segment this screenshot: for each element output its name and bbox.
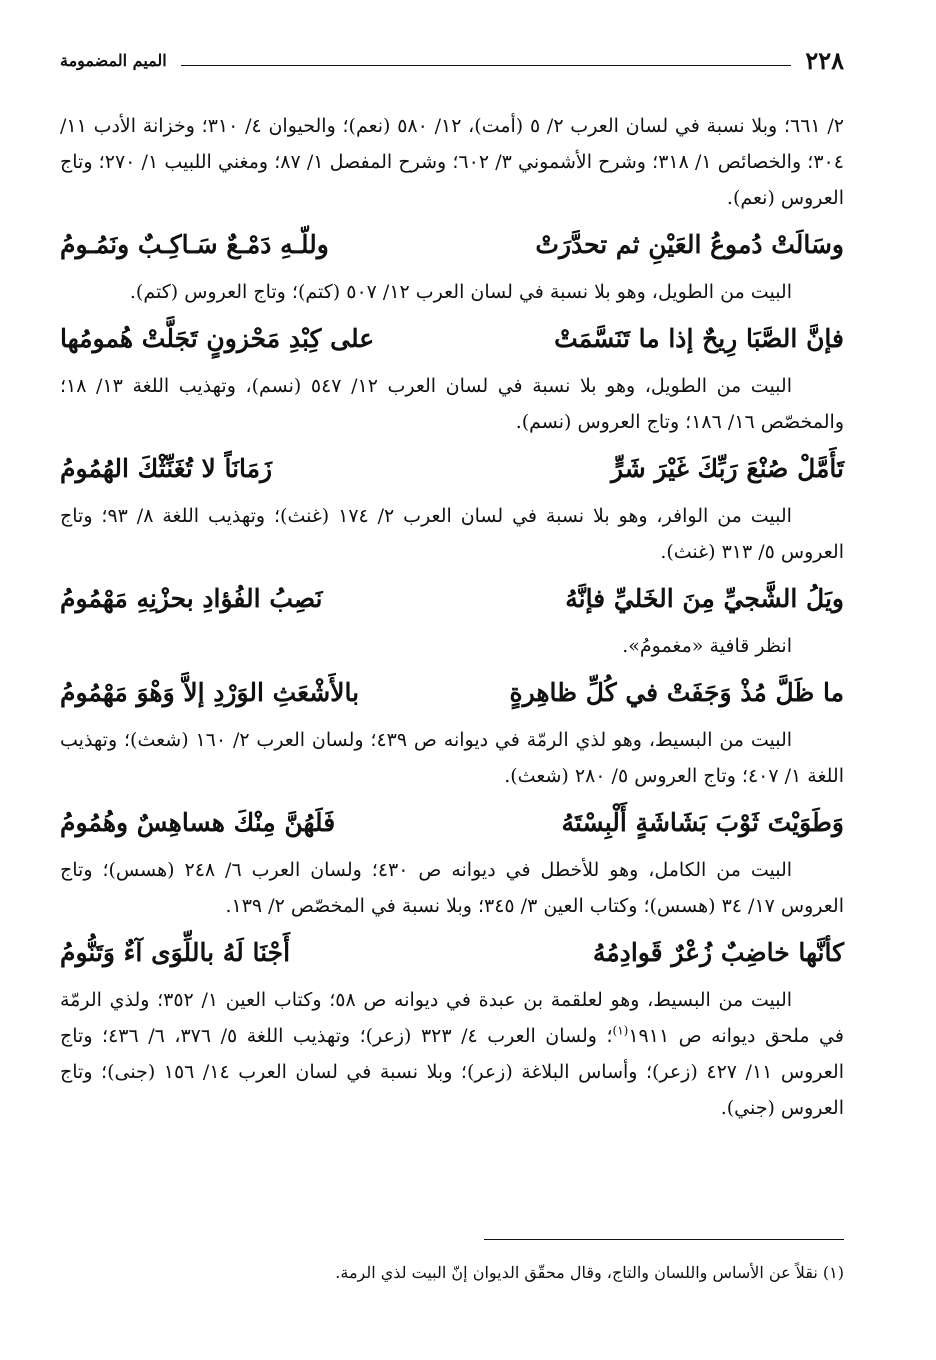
verse-commentary: البيت من الكامل، وهو للأخطل في ديوانه ص ٤٣٠؛ ولسان العرب ٦/ ٢٤٨ (هسس)؛ وتاج العروس ١٧/ ٣٤ (هسس)؛ وكتاب العين ٣/ ٣٤٥؛ وبلا نسبة في المخصّص ٢/ ١٣٩. [60, 859, 844, 917]
footnote-rule [484, 1239, 844, 1240]
second-hemistich: بالأَشْعَثِ الوَرْدِ إلاَّ وَهْوَ مَهْمُومُ [60, 678, 360, 707]
verse-line [60, 310, 844, 368]
verse-entry [60, 794, 844, 924]
page-number: ٢٢٨ [805, 45, 844, 75]
verse-commentary [60, 982, 844, 1126]
verse-entry [60, 216, 844, 310]
first-hemistich: وسَالَتْ دُموعُ العَيْنِ ثم تحدَّرَتْ [535, 230, 844, 259]
verse-commentary: انظر قافية «مغمومُ». [622, 635, 792, 657]
verse-entry [60, 664, 844, 794]
verse-commentary: البيت من البسيط، وهو لذي الرمّة في ديوانه ص ٤٣٩؛ ولسان العرب ٢/ ١٦٠ (شعث)؛ وتهذيب اللغة ١/ ٤٠٧؛ وتاج العروس ٥/ ٢٨٠ (شعث). [60, 729, 844, 787]
verse-entry [60, 924, 844, 1126]
first-hemistich: كأنَّها خاضِبٌ زُعْرٌ قَوادِمُهُ [592, 938, 844, 967]
verse-line [60, 664, 844, 722]
second-hemistich: فَلَهُنَّ مِنْكَ هساهِسٌ وهُمُومُ [60, 808, 336, 837]
commentary-text: البيت من البسيط، وهو لعلقمة بن عبدة في ديوانه ص ٥٨؛ وكتاب العين ١/ ٣٥٢؛ ولذي الرمّة في ملحق ديوانه ص ١٩١١ [60, 989, 844, 1047]
verse-entry [60, 570, 844, 664]
opening-commentary: ٢/ ٦٦١؛ وبلا نسبة في لسان العرب ٢/ ٥ (أمت)، ١٢/ ٥٨٠ (نعم)؛ والحيوان ٤/ ٣١٠؛ وخزانة الأدب ١١/ ٣٠٤؛ والخصائص ١/ ٣١٨؛ وشرح الأشموني ٣/ ٦٠٢؛ وشرح المفصل ١/ ٨٧؛ ومغني اللبيب ١/ ٢٧٠؛ وتاج العروس (نعم). [60, 115, 845, 209]
second-hemistich: وللّـهِ دَمْـعٌ سَـاكِـبٌ ونَمُـومُ [60, 230, 329, 259]
first-hemistich: تَأَمَّلْ صُنْعَ رَبِّكَ غَيْرَ شَرٍّ [610, 454, 844, 483]
first-hemistich: ما ظَلَّ مُذْ وَجَفَتْ في كُلِّ ظاهِرةٍ [509, 678, 844, 707]
page-body [60, 108, 844, 1126]
book-page [60, 0, 844, 1360]
second-hemistich: نَصِبُ الفُؤادِ بحزْنِهِ مَهْمُومُ [60, 584, 323, 613]
verse-entry [60, 440, 844, 570]
verse-line [60, 440, 844, 498]
verse-line [60, 924, 844, 982]
verse-line [60, 570, 844, 628]
verse-line [60, 216, 844, 274]
footnote-reference[interactable]: (١) [612, 1023, 629, 1038]
footnote: (١) نقلاً عن الأساس واللسان والتاج، وقال محقّق الديوان إنّ البيت لذي الرمة. [335, 1263, 844, 1282]
section-title: الميم المضمومة [60, 50, 167, 70]
first-hemistich: ويَلُ الشَّجيِّ مِنَ الخَليِّ فإنَّهُ [565, 584, 844, 613]
second-hemistich: على كِبْدِ مَحْزونٍ تَجَلَّتْ هُمومُها [60, 324, 375, 353]
second-hemistich: أَجْنَا لَهُ باللِّوَى آءٌ وَتَنُّومُ [60, 938, 291, 967]
running-head [60, 44, 844, 76]
first-hemistich: وَطَوَيْتَ ثَوْبَ بَشَاشَةٍ أَلْبِسْتَهُ [561, 808, 844, 837]
header-rule [181, 65, 792, 66]
commentary-text: ؛ ولسان العرب ٤/ ٣٢٣ (زعر)؛ وتهذيب اللغة ٥/ ٣٧٦، ٦/ ٤٣٦؛ وتاج العروس ١١/ ٤٢٧ (زعر)؛ وأساس البلاغة (زعر)؛ وبلا نسبة في لسان العرب ١٤/ ١٥٦ (جنى)؛ وتاج العروس (جني). [60, 1025, 844, 1119]
verse-line [60, 794, 844, 852]
verse-commentary: البيت من الطويل، وهو بلا نسبة في لسان العرب ١٢/ ٥٤٧ (نسم)، وتهذيب اللغة ١٣/ ١٨؛ والمخصّص ١٦/ ١٨٦؛ وتاج العروس (نسم). [60, 375, 844, 433]
verse-commentary: البيت من الوافر، وهو بلا نسبة في لسان العرب ٢/ ١٧٤ (غنث)؛ وتهذيب اللغة ٨/ ٩٣؛ وتاج العروس ٥/ ٣١٣ (غنث). [60, 505, 844, 563]
verse-entry [60, 310, 844, 440]
second-hemistich: زَمَانَاً لا تُغَنِّثْكَ الهُمُومُ [60, 454, 273, 483]
first-hemistich: فإنَّ الصَّبَا رِيحٌ إذا ما تَنَسَّمَتْ [554, 324, 844, 353]
verse-commentary: البيت من الطويل، وهو بلا نسبة في لسان العرب ١٢/ ٥٠٧ (كتم)؛ وتاج العروس (كتم). [129, 281, 792, 303]
